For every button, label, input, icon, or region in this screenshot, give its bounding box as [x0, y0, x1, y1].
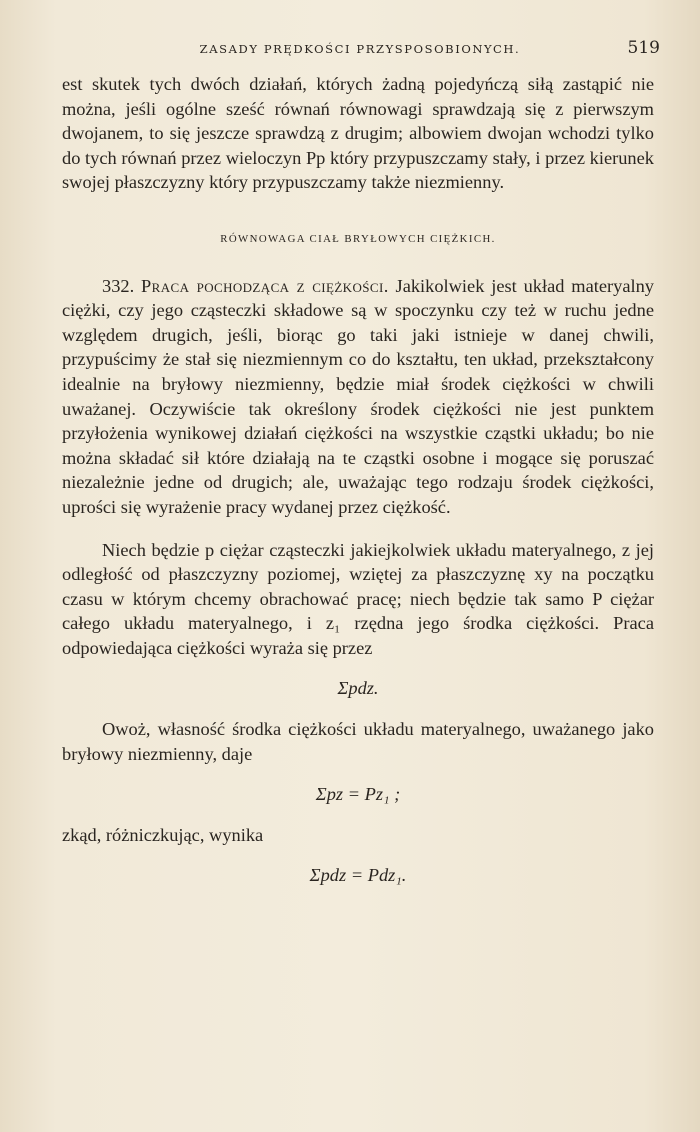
- formula-sum-pdz-result: Σpdz = Pdz₁.: [309, 865, 407, 886]
- body-text: [62, 72, 654, 904]
- running-title: ZASADY PRĘDKOŚCI PRZYSPOSOBIONYCH.: [199, 42, 521, 56]
- page-number: 519: [627, 38, 660, 58]
- paragraph-property: Owoż, własność środka ciężkości układu materyalnego, uważanego jako bryłowy niezmienny, daje: [62, 719, 654, 764]
- section-number: 332.: [102, 275, 135, 296]
- formula-sum-pz: Σpz = Pz₁ ;: [315, 784, 401, 805]
- paragraph-332: [62, 274, 654, 520]
- paragraph-continuation: est skutek tych dwóch działań, których żadną pojedyńczą siłą zastąpić nie można, jeśli ogólne sześć równań równowagi sprawdzają się z pierwszym dwojanem, to się jeszcze sprawdzą z drugim; albowiem dwojan wchodzi tylko do tych równań przez wieloczyn Pp który przypuszczamy stały, i przez kierunek swojej płaszczyzny który przypuszczamy także niezmienny.: [62, 74, 654, 193]
- running-head: [60, 38, 660, 62]
- paragraph-weight: Niech będzie p ciężar cząsteczki jakiejkolwiek układu materyalnego, z jej odległość od płaszczyzny poziomej, wziętej za płaszczyznę xy na początku czasu w którym chcemy obrachować pracę; niech będzie tak samo P ciężar całego układu materyalnego, i z₁ rzędna jego środka ciężkości. Praca odpowiedająca ciężkości wyraża się przez: [62, 539, 654, 658]
- paragraph-332-text: Jakikolwiek jest układ materyalny ciężki, czy jego cząsteczki składowe są w spoczynku czy też w ruchu jedne względem drugich, jeśli, biorąc go taki jaki istnieje w danej chwili, przypuścimy że stał się niezmiennym co do kształtu, ten układ, przekształcony idealnie na bryłowy niezmienny, będzie miał środek ciężkości w chwili uważanej. Oczywiście tak określony środek ciężkości nie jest punktem przyłożenia wynikowej działań ciężkości na wszystkie cząstki układu; bo nie można składać sił które działają na te cząstki osobne i mogące się poruszać niezależnie jedne od drugich; ale, uważając tego rodzaju środek ciężkości, uprości się wyrażenie pracy wydanej przez ciężkość.: [62, 275, 654, 517]
- paragraph-differentiate: zkąd, różniczkując, wynika: [62, 824, 264, 845]
- section-label: Praca pochodząca z ciężkości.: [141, 275, 389, 296]
- section-heading: RÓWNOWAGA CIAŁ BRYŁOWYCH CIĘŻKICH.: [220, 232, 496, 245]
- formula-sum-pdz: Σpdz.: [337, 678, 379, 699]
